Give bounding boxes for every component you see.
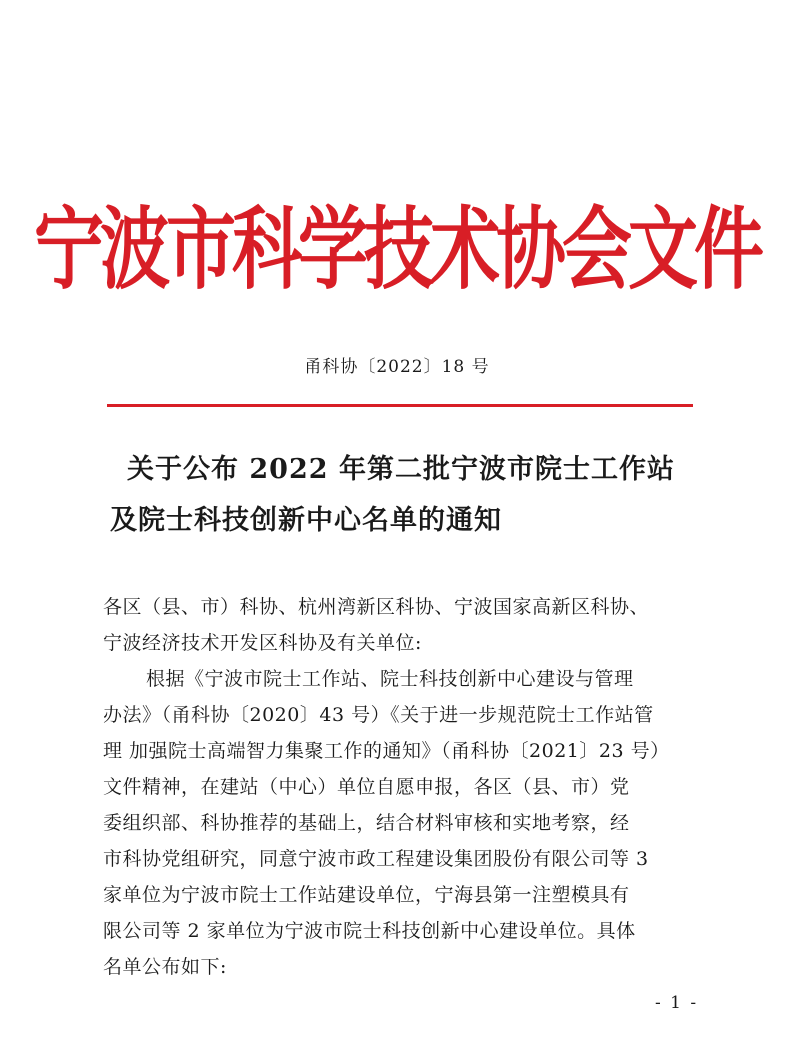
body-line-paragraph-3: 理 加强院士高端智力集聚工作的通知》（甬科协〔2021〕23 号） <box>103 740 670 762</box>
notice-title-line-2: 及院士科技创新中心名单的通知 <box>110 505 502 536</box>
document-number: 甬科协〔2022〕18 号 <box>304 357 490 377</box>
body-line-paragraph-8: 限公司等 2 家单位为宁波市院士科技创新中心建设单位。具体 <box>103 920 636 942</box>
body-line-paragraph-6: 市科协党组研究，同意宁波市政工程建设集团股份有限公司等 3 <box>103 848 649 870</box>
body-line-paragraph-7: 家单位为宁波市院士工作站建设单位，宁海县第一注塑模具有 <box>103 884 630 906</box>
body-line-paragraph-4: 文件精神，在建站（中心）单位自愿申报，各区（县、市）党 <box>103 776 630 798</box>
red-divider-line <box>107 404 693 407</box>
body-line-paragraph-5: 委组织部、科协推荐的基础上，结合材料审核和实地考察，经 <box>103 812 630 834</box>
body-line-paragraph-9: 名单公布如下: <box>103 956 227 978</box>
body-line-paragraph-1: 根据《宁波市院士工作站、院士科技创新中心建设与管理 <box>146 668 634 690</box>
organization-header: 宁波市科学技术协会文件 <box>34 197 760 303</box>
page-number: - 1 - <box>655 993 699 1013</box>
body-line-paragraph-2: 办法》（甬科协〔2020〕43 号）《关于进一步规范院士工作站管 <box>103 704 654 726</box>
notice-title-line-1: 关于公布 2022 年第二批宁波市院士工作站 <box>127 454 675 485</box>
body-line-addressee-2: 宁波经济技术开发区科协及有关单位: <box>103 632 422 654</box>
body-line-addressee-1: 各区（县、市）科协、杭州湾新区科协、宁波国家高新区科协、 <box>103 596 650 618</box>
